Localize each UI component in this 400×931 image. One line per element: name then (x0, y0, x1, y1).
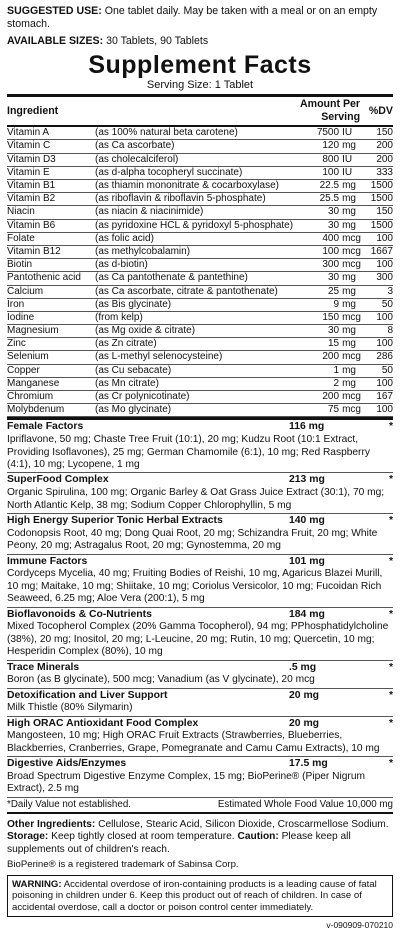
ingredient-name: Iron (7, 298, 95, 311)
ingredient-source: (as Mg oxide & citrate) (95, 325, 293, 338)
blend-asterisk: * (388, 608, 393, 620)
table-row (7, 206, 393, 219)
ingredient-amount: 7500 (293, 126, 342, 140)
facts-title: Supplement Facts (88, 50, 312, 79)
blend-name: SuperFood Complex (7, 474, 109, 486)
ingredient-amount: 200 (293, 391, 342, 404)
ingredient-unit: mg (342, 272, 364, 285)
blend-header (7, 555, 393, 569)
table-row (7, 285, 393, 298)
table-row (7, 351, 393, 364)
ingredient-unit: mcg (342, 311, 364, 324)
ingredient-source: (as niacin & niacinimide) (95, 206, 293, 219)
blend-item (7, 660, 393, 688)
ingredient-unit: IU (342, 153, 364, 166)
ingredient-dv: 100 (364, 311, 393, 324)
ingredient-dv: 50 (364, 364, 393, 377)
ingredient-source: (as 100% natural beta carotene) (95, 126, 293, 140)
serving-size: Serving Size: 1 Tablet (146, 79, 254, 92)
ingredient-name: Vitamin B1 (7, 180, 95, 193)
ingredient-amount: 30 (293, 206, 342, 219)
ingredient-unit: mcg (342, 245, 364, 258)
table-row (7, 311, 393, 324)
suggested-use-text: One tablet daily. May be taken with a meal or on an empty stomach. (7, 5, 378, 30)
blend-header (7, 757, 393, 771)
ingredient-name: Copper (7, 364, 95, 377)
ingredient-amount: 30 (293, 325, 342, 338)
table-row (7, 298, 393, 311)
ingredient-dv: 300 (364, 272, 393, 285)
ingredient-name: Biotin (7, 259, 95, 272)
ingredient-name: Folate (7, 232, 95, 245)
ingredient-unit: mcg (342, 232, 364, 245)
suggested-use-label: SUGGESTED USE: (7, 5, 102, 17)
table-row (7, 364, 393, 377)
storage-label: Storage: (7, 831, 49, 843)
col-amount: Amount Per Serving (293, 96, 364, 126)
ingredient-source: (as folic acid) (95, 232, 293, 245)
table-row (7, 180, 393, 193)
blend-amount: .5 mg (289, 661, 317, 673)
ingredient-source: (as pyridoxine HCL & pyridoxyl 5-phosphate) (95, 219, 294, 231)
blend-item (7, 716, 393, 757)
blend-description: Organic Spirulina, 100 mg; Organic Barley & Oat Grass Juice Extract (30:1), 70 mg; North Atlantic Kelp, 38 mg; Sodium Copper Chlorophyllin, 5 mg (7, 487, 385, 511)
ingredient-dv: 286 (364, 351, 393, 364)
vitamins-table (7, 94, 393, 417)
ingredient-name: Calcium (7, 285, 95, 298)
blend-amount: 101 mg (289, 555, 325, 567)
vitamins-body (7, 126, 393, 417)
ingredient-source: (as riboflavin & riboflavin 5-phosphate) (95, 193, 293, 206)
blend-description: Ipriflavone, 50 mg; Chaste Tree Fruit (10:1), 20 mg; Kudzu Root (10:1 Extract, Providing Isoflavones), 25 mg; German Chamomile (6:1), 10 mg; Red Raspberry (4:1), 10 mg; Lycopene, 1 mg (7, 434, 370, 470)
warning-box (7, 875, 393, 918)
ingredient-dv: 100 (364, 404, 393, 417)
product-code: v-090909-070210 (326, 920, 393, 931)
warning-text: Accidental overdose of iron-containing products is a leading cause of fatal poisoning in children under 6. Keep this product out of reach of children. In case of accidental overdose, call a doctor or poison control center immediately. (12, 878, 377, 913)
blend-description: Codonopsis Root, 40 mg; Dong Quai Root, 20 mg; Schizandra Fruit, 20 mg; White Peony, 20 mg; Astragalus Root, 20 mg; Gynostemma, 20 mg (7, 527, 378, 552)
ingredient-amount: 15 (293, 338, 342, 351)
blend-item (7, 756, 393, 797)
blend-item (7, 513, 393, 554)
ingredient-amount: 100 (293, 166, 342, 179)
ingredient-unit: mcg (342, 351, 364, 364)
ingredient-name: Vitamin B12 (7, 245, 95, 258)
blend-asterisk: * (388, 661, 393, 673)
blend-asterisk: * (388, 717, 393, 729)
caution-text: Please keep all supplements out of children's reach. (7, 831, 351, 855)
table-row (7, 272, 393, 285)
blend-amount: 213 mg (289, 474, 325, 486)
blend-amount: 116 mg (289, 421, 325, 433)
ingredient-dv: 100 (364, 259, 393, 272)
ingredient-dv: 1500 (364, 193, 393, 206)
ingredient-amount: 300 (293, 259, 342, 272)
blends-section (7, 417, 393, 797)
usage-section (7, 5, 393, 48)
ingredient-name: Vitamin A (7, 126, 95, 140)
ingredient-source: (as Mo glycinate) (95, 404, 293, 417)
col-ingredient: Ingredient (7, 96, 293, 126)
ingredient-amount: 25.5 (293, 193, 342, 206)
ingredient-unit: mcg (342, 391, 364, 404)
supplement-label (7, 0, 393, 931)
blend-item (7, 688, 393, 716)
ingredient-dv: 1500 (364, 219, 393, 232)
ingredient-amount: 2 (293, 377, 342, 390)
blend-name: Immune Factors (7, 555, 88, 567)
blend-header (7, 473, 393, 487)
ingredient-amount: 400 (293, 232, 342, 245)
footnote-row (7, 797, 393, 814)
ingredient-name: Molybdenum (7, 404, 95, 417)
bioperine-note: BioPerine® is a registered trademark of Sabinsa Corp. (7, 859, 239, 871)
ingredient-source: (as Cu sebacate) (95, 364, 293, 377)
blend-description: Milk Thistle (80% Silymarin) (7, 702, 133, 714)
ingredient-name: Iodine (7, 311, 95, 324)
blend-name: High ORAC Antioxidant Food Complex (7, 717, 199, 729)
table-row (7, 232, 393, 245)
table-row (7, 259, 393, 272)
ingredient-amount: 150 (293, 311, 342, 324)
col-dv: %DV (364, 96, 393, 126)
caution-label: Caution: (237, 831, 279, 843)
ingredient-name: Niacin (7, 206, 95, 219)
blend-name: Trace Minerals (7, 661, 80, 673)
blend-name: Digestive Aids/Enzymes (7, 758, 127, 770)
ingredient-unit: mg (342, 285, 364, 298)
ingredient-dv: 200 (364, 153, 393, 166)
blend-header (7, 661, 393, 675)
other-text: Cellulose, Stearic Acid, Silicon Dioxide, Croscarmellose Sodium. (95, 818, 389, 830)
blend-item (7, 554, 393, 607)
ingredient-source: (as d-biotin) (95, 259, 293, 272)
blend-amount: 140 mg (289, 514, 325, 526)
available-sizes (7, 35, 393, 48)
ingredient-source: (as Mn citrate) (95, 377, 293, 390)
ingredient-unit: IU (342, 126, 364, 140)
ingredient-name: Vitamin B6 (7, 219, 95, 232)
table-row (7, 245, 393, 258)
blend-asterisk: * (388, 474, 393, 486)
table-row (7, 391, 393, 404)
storage-text: Keep tightly closed at room temperature. (48, 831, 238, 843)
ingredient-source: (as thiamin mononitrate & cocarboxylase) (95, 180, 293, 193)
ingredient-unit: mcg (342, 259, 364, 272)
blend-header (7, 689, 393, 703)
ingredient-source: (as L-methyl selenocysteine) (95, 351, 293, 364)
ingredient-source: (as Ca ascorbate, citrate & pantothenate) (95, 285, 293, 298)
blend-header (7, 608, 393, 622)
blend-asterisk: * (388, 514, 393, 526)
ingredient-unit: IU (342, 166, 364, 179)
ingredient-source: (as methylcobalamin) (95, 245, 293, 258)
blend-asterisk: * (388, 689, 393, 701)
ingredient-unit: mg (342, 338, 364, 351)
ingredient-source: (as cholecalciferol) (95, 153, 293, 166)
blend-amount: 184 mg (289, 608, 325, 620)
table-row (7, 140, 393, 153)
ingredient-amount: 100 (293, 245, 342, 258)
ingredient-amount: 200 (293, 351, 342, 364)
table-header (7, 96, 393, 126)
blend-header (7, 717, 393, 731)
ingredient-amount: 30 (293, 272, 342, 285)
ingredient-amount: 800 (293, 153, 342, 166)
blend-header (7, 514, 393, 528)
ingredient-amount: 1 (293, 364, 342, 377)
table-row (7, 153, 393, 166)
ingredient-amount: 75 (293, 404, 342, 417)
ingredient-dv: 8 (364, 325, 393, 338)
ingredient-name: Chromium (7, 391, 95, 404)
ingredient-dv: 100 (364, 338, 393, 351)
ingredient-dv: 1667 (364, 245, 393, 258)
ingredient-dv: 3 (364, 285, 393, 298)
blend-description: Cordyceps Mycelia, 40 mg; Fruiting Bodies of Reishi, 10 mg, Agaricus Blazei Murill, 10 mg; Maitake, 10 mg; Shiitake, 10 mg; Coriolus Versicolor, 10 mg; Fucoidan Rich Seaweed, 6.25 mg; Aloe Vera (200:1), 5 mg (7, 568, 383, 605)
ingredient-dv: 50 (364, 298, 393, 311)
blend-name: High Energy Superior Tonic Herbal Extracts (7, 514, 223, 526)
ingredient-source: (as d-alpha tocopheryl succinate) (95, 166, 293, 179)
ingredient-dv: 167 (364, 391, 393, 404)
blend-name: Detoxification and Liver Support (7, 689, 168, 701)
blend-asterisk: * (388, 421, 393, 433)
ingredient-source: (as Ca ascorbate) (95, 140, 293, 153)
ingredient-dv: 150 (364, 206, 393, 219)
other-label: Other Ingredients: (7, 818, 96, 830)
ingredient-dv: 100 (364, 377, 393, 390)
ingredient-amount: 25 (293, 285, 342, 298)
suggested-use (7, 5, 393, 31)
table-row (7, 166, 393, 179)
blend-name: Bioflavonoids & Co-Nutrients (7, 608, 152, 620)
ingredient-name: Vitamin C (7, 140, 95, 153)
ingredient-name: Vitamin D3 (7, 153, 95, 166)
blend-description: Mixed Tocopherol Complex (20% Gamma Tocopherol), 94 mg; PPhosphatidylcholine (38%), 20 mg; Inositol, 20 mg; L-Leucine, 20 mg; Rutin, 10 mg; Quercetin, 10 mg; Hesperidin Complex (80%), 10 mg (7, 621, 389, 658)
warning-label: WARNING: (12, 878, 62, 890)
available-sizes-label: AVAILABLE SIZES: (7, 34, 104, 47)
ingredient-dv: 333 (364, 166, 393, 179)
ingredient-source: (as Cr polynicotinate) (95, 391, 293, 404)
ingredient-unit: mg (342, 364, 364, 377)
ingredient-unit: mg (342, 193, 364, 206)
other-ingredients (7, 819, 393, 856)
blend-amount: 20 mg (289, 717, 320, 729)
ingredient-source: (as Ca pantothenate & pantethine) (95, 272, 293, 285)
ingredient-amount: 30 (293, 219, 342, 232)
blend-asterisk: * (388, 555, 393, 567)
ingredient-name: Vitamin E (7, 166, 95, 179)
dv-footnote: *Daily Value not established. (7, 798, 131, 810)
ingredient-amount: 22.5 (293, 180, 342, 193)
ingredient-name: Selenium (7, 351, 95, 364)
ingredient-source: (as Zn citrate) (95, 338, 293, 351)
blend-description: Mangosteen, 10 mg; High ORAC Fruit Extracts (Strawberries, Blueberries, Blackberries, Cranberries, Grape, Pomegranate and Camu Camu Extracts), 10 mg (7, 730, 380, 754)
blend-item (7, 607, 393, 660)
ingredient-dv: 100 (364, 232, 393, 245)
available-sizes-text: 30 Tablets, 90 Tablets (103, 34, 209, 47)
blend-item (7, 472, 393, 513)
ingredient-unit: mg (342, 377, 364, 390)
whole-food-value: Estimated Whole Food Value 10,000 mg (217, 798, 393, 810)
blend-description: Boron (as B glycinate), 500 mcg; Vanadium (as V glycinate), 20 mcg (7, 674, 315, 686)
ingredient-source: (as Bis glycinate) (95, 298, 293, 311)
blend-name: Female Factors (7, 421, 84, 433)
ingredient-unit: mcg (342, 404, 364, 417)
ingredient-unit: mg (342, 298, 364, 311)
ingredient-unit: mg (342, 325, 364, 338)
ingredient-name: Pantothenic acid (7, 272, 95, 285)
blend-header (7, 420, 393, 434)
blend-amount: 17.5 mg (289, 758, 328, 770)
ingredient-name: Manganese (7, 377, 95, 390)
table-row (7, 325, 393, 338)
ingredient-unit: mg (342, 180, 364, 193)
table-row (7, 404, 393, 417)
ingredient-dv: 150 (364, 126, 393, 140)
table-row (7, 338, 393, 351)
ingredient-amount: 9 (293, 298, 342, 311)
table-row (7, 219, 393, 232)
ingredient-dv: 200 (364, 140, 393, 153)
ingredient-name: Zinc (7, 338, 95, 351)
ingredient-unit: mg (342, 140, 364, 153)
ingredient-name: Magnesium (7, 325, 95, 338)
table-row (7, 193, 393, 206)
ingredient-name: Vitamin B2 (7, 193, 95, 206)
blend-asterisk: * (388, 758, 393, 770)
blend-item (7, 417, 393, 472)
table-row (7, 377, 393, 390)
table-row (7, 126, 393, 140)
ingredient-dv: 1500 (364, 180, 393, 193)
ingredient-amount: 120 (293, 140, 342, 153)
ingredient-unit: mg (342, 219, 364, 232)
blend-description: Broad Spectrum Digestive Enzyme Complex, 15 mg; BioPerine® (Piper Nigrum Extract), 2.5 mg (7, 771, 365, 795)
ingredient-unit: mg (342, 206, 364, 219)
ingredient-source: (from kelp) (95, 311, 293, 324)
blend-amount: 20 mg (289, 689, 320, 701)
